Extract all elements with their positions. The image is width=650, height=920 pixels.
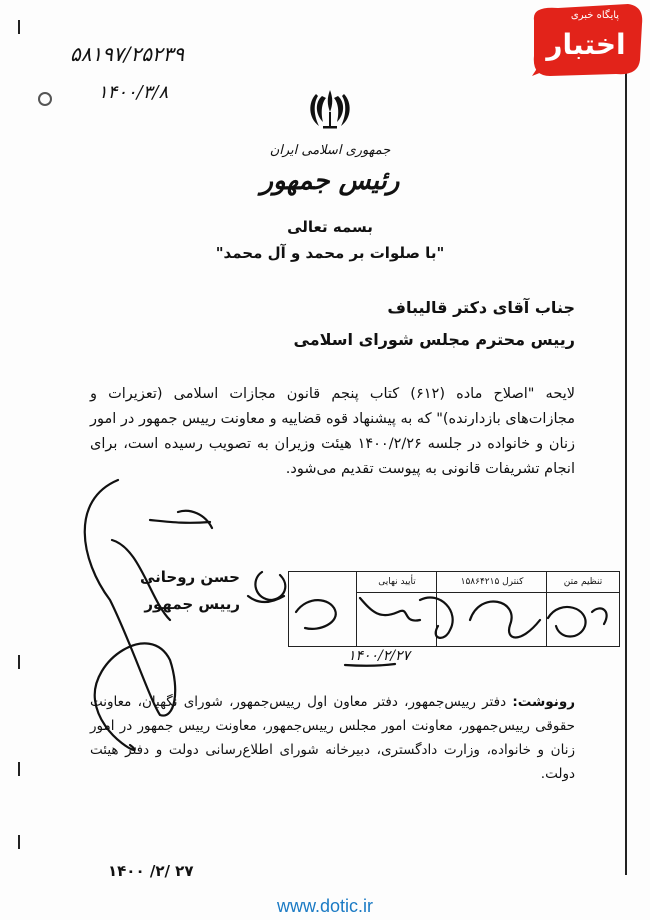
letterhead-office: رئیس جمهور (260, 166, 400, 196)
binder-tick (18, 20, 20, 34)
signer-title: رییس جمهور (144, 595, 240, 613)
reference-date: ۱۴۰۰/۳/۸ (98, 82, 169, 103)
brand-tagline: پایگاه خبری (570, 10, 620, 21)
stamp-divider (356, 572, 358, 646)
stamp-date: ۱۴۰۰/۲/۲۷ (348, 648, 411, 664)
binder-tick (18, 655, 20, 669)
page-edge-line (625, 40, 627, 875)
cc-label: رونوشت: (512, 694, 576, 710)
letter-body (90, 382, 575, 482)
signature-stroke (150, 520, 210, 523)
letter-body-paragraph: لایحه "اصلاح ماده (۶۱۲) کتاب پنجم قانون مجازات اسلامی (تعزیرات و مجازات‌های بازدارنده)" که به پیشنهاد قوه قضاییه و معاونت رییس جمهور در امور زنان و خانواده در جلسه ۱۴۰۰/۲/۲۶ هیئت وزیران به تصویب رسیده است، برای انجام تشریفات قانونی به پیوست تقدیم می‌شود. (90, 386, 576, 477)
bismillah-heading: بسمه تعالی (287, 218, 373, 236)
initials-mark (248, 596, 284, 602)
letterhead-country: جمهوری اسلامی ایران (269, 143, 391, 158)
stamp-header: تنظیم متن (547, 572, 619, 593)
stamp-header: کنترل ۱۵۸۶۴۲۱۵ (437, 572, 547, 593)
recipient-title: رییس محترم مجلس شورای اسلامی (293, 330, 575, 349)
iran-emblem-icon (307, 86, 353, 132)
reference-number: ۵۸۱۹۷/۲۵۲۳۹ (70, 42, 185, 66)
binder-hole (38, 92, 52, 106)
approval-stamp-box (288, 571, 620, 647)
salawat-line: "با صلوات بر محمد و آل محمد" (215, 244, 445, 262)
signature-stroke (178, 511, 212, 528)
stamp-divider (546, 572, 548, 646)
binder-tick (18, 835, 20, 849)
brand-name: اختبار (546, 28, 626, 61)
signer-name: حسن روحانی (139, 568, 240, 586)
date-underline (345, 664, 395, 666)
footer-date: ۱۴۰۰ /۲/ ۲۷ (108, 862, 194, 880)
initials-mark (255, 572, 285, 600)
source-url-link[interactable]: www.dotic.ir (276, 896, 374, 916)
carbon-copy-block (90, 690, 575, 786)
recipient-name: جناب آقای دکتر قالیباف (387, 298, 575, 317)
binder-tick (18, 762, 20, 776)
stamp-divider (436, 572, 438, 646)
cc-recipients: دفتر رییس‌جمهور، دفتر معاون اول رییس‌جمهور، شورای نگهبان، معاونت حقوقی رییس‌جمهور، معاونت امور مجلس رییس‌جمهور، معاونت رییس جمهور در امور زنان و خانواده، وزارت دادگستری، دبیرخانه شورای اطلاع‌رسانی دولت و دفتر هیئت دولت. (90, 694, 575, 782)
stamp-header: تأیید نهایی (357, 572, 437, 593)
